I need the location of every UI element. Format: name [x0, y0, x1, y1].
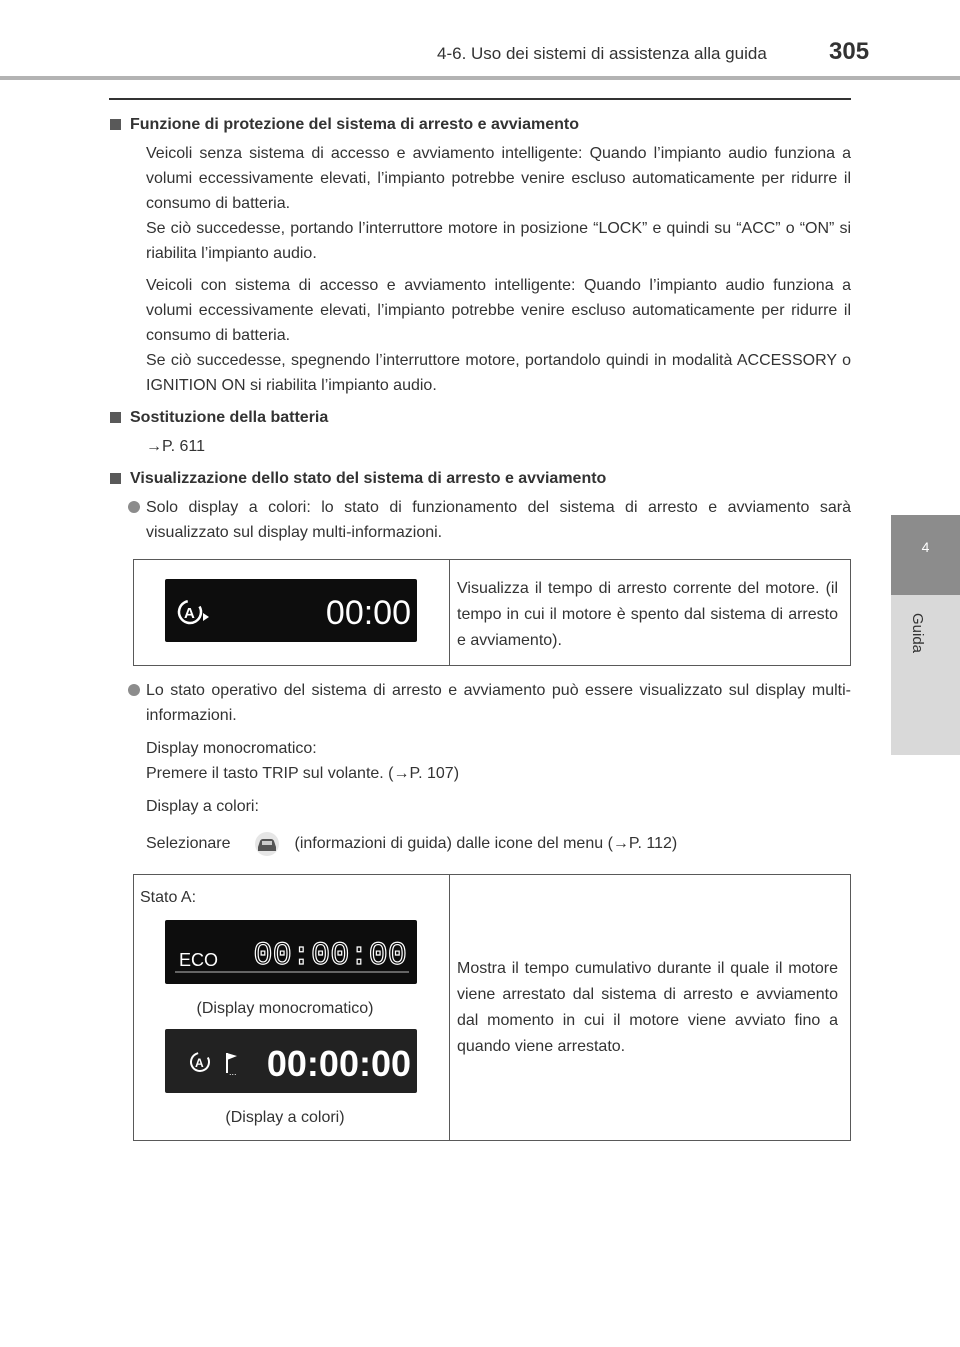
- current-stop-time-image-cell: [134, 560, 450, 666]
- mono-display-instructions: [109, 736, 851, 786]
- state-a-label: Stato A:: [140, 889, 197, 906]
- cumulative-stop-time-description: Mostra il tempo cumulativo durante il quale il motore viene arrestato dal sistema di arresto e avviamento dal momento in cui il motore viene avviato fino a quando viene arrestato.: [450, 875, 851, 1141]
- color-stop-start-letter: A: [195, 1056, 204, 1070]
- mono-display-caption: (Display monocromatico): [196, 1000, 374, 1017]
- section-title: 4-6. Uso dei sistemi di assistenza alla guida: [437, 44, 767, 63]
- color-display-label: Display a colori:: [146, 798, 259, 815]
- stop-start-icon: [165, 579, 417, 642]
- select-text-after: (informazioni di guida) dalle icone del menu (→P. 112): [294, 835, 678, 852]
- current-stop-time-description: Visualizza il tempo di arresto corrente del motore. (il tempo in cui il motore è spento dal sistema di arresto e avviamento).: [450, 560, 851, 666]
- mono-display-text: Premere il tasto TRIP sul volante. (→P. 107): [146, 765, 460, 782]
- paragraph-no-smart-key-a: Veicoli senza sistema di accesso e avviamento intelligente: Quando l’impianto audio funziona a volumi eccessivamente elevati, l’impianto potrebbe venire escluso automaticamente per ridurre il consumo di batteria.: [146, 145, 851, 212]
- color-display-image: [165, 1029, 417, 1093]
- chapter-label: Guida: [909, 613, 926, 654]
- cumulative-stop-time-image-cell: [134, 875, 450, 1141]
- paragraph-smart-key-a: Veicoli con sistema di accesso e avviamento intelligente: Quando l’impianto audio funziona a volumi eccessivamente elevati, l’impianto potrebbe venire escluso automaticamente per ridurre il consumo di batteria.: [146, 277, 851, 344]
- mono-display-graphic: [165, 920, 417, 984]
- color-display-instructions: [109, 831, 851, 856]
- mono-eco-label: ECO: [179, 950, 219, 970]
- mono-display-image: [165, 920, 417, 984]
- color-time-value: 00:00:00: [266, 1043, 411, 1084]
- svg-text:...: ...: [229, 1067, 237, 1077]
- bullet-multi-info: Lo stato operativo del sistema di arresto e avviamento può essere visualizzato sul display multi-informazioni.: [109, 678, 851, 728]
- chapter-tab-label: [891, 595, 960, 755]
- bullet-color-display: Solo display a colori: lo stato di funzionamento del sistema di arresto e avviamento sarà visualizzato sul display multi-informazioni.: [109, 495, 851, 545]
- paragraph-smart-key-b: Se ciò succedesse, spegnendo l’interruttore motore, portandolo quindi in modalità ACCESSORY o IGNITION ON si riabilita l’impianto audio.: [146, 352, 851, 394]
- driving-info-car-icon: [252, 832, 282, 856]
- header-rule: [0, 76, 960, 80]
- heading-status-display: Visualizzazione dello stato del sistema di arresto e avviamento: [109, 466, 851, 491]
- page-number: 305: [829, 38, 870, 65]
- paragraph-no-smart-key: [109, 141, 851, 266]
- color-display-caption: (Display a colori): [225, 1109, 345, 1126]
- heading-protection: Funzione di protezione del sistema di arresto e avviamento: [109, 112, 851, 137]
- current-stop-time-table: [133, 559, 851, 666]
- current-stop-time-value: 00:00: [325, 594, 411, 632]
- paragraph-smart-key: [109, 273, 851, 398]
- heading-battery: Sostituzione della batteria: [109, 405, 851, 430]
- current-stop-time-display: [165, 579, 417, 642]
- mono-time-value: 00:00:00: [253, 937, 407, 974]
- cumulative-stop-time-table: [133, 874, 851, 1141]
- color-display-graphic: [165, 1029, 417, 1093]
- battery-page-ref: →P. 611: [146, 438, 206, 455]
- select-text-before: Selezionare: [146, 835, 231, 852]
- content-top-rule: [109, 98, 851, 100]
- mono-display-label: Display monocromatico:: [146, 740, 317, 757]
- chapter-number: 4: [921, 539, 930, 555]
- stop-start-icon-letter: A: [184, 605, 195, 622]
- paragraph-no-smart-key-b: Se ciò succedesse, portando l’interruttore motore in posizione “LOCK” e quindi su “ACC” o “ON” si riabilita l’impianto audio.: [146, 220, 851, 262]
- chapter-tab-number: [891, 515, 960, 595]
- page-content: [109, 108, 851, 1141]
